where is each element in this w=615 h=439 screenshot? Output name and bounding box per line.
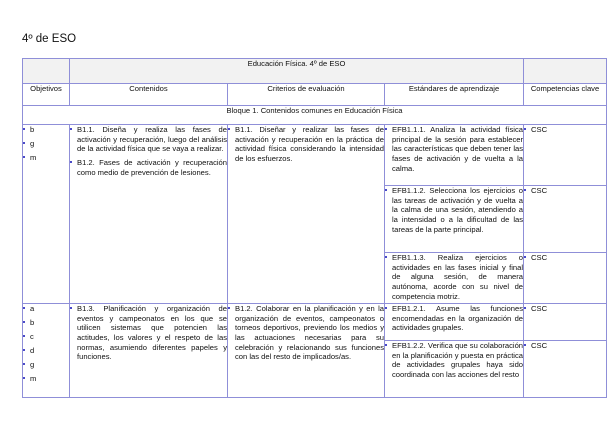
column-header-criterios: Criterios de evaluación: [228, 84, 385, 106]
estandar-item: EFB1.1.2. Selecciona los ejercicios o las tareas de activación y de vuelta a la calma de una sesión, atendiendo a la intensidad o a la dificultad de las tareas de la parte principal.: [385, 186, 523, 234]
table-row: [23, 125, 607, 186]
objetivo-item: b: [23, 125, 69, 135]
competencia-item: CSC: [524, 304, 606, 314]
objetivo-item: g: [23, 139, 69, 149]
estandar-cell: [385, 186, 524, 253]
objetivo-item: a: [23, 304, 69, 314]
contenido-item: B1.1. Diseña y realiza las fases de activación y recuperación, luego del análisis de la actividad física que se vaya a realizar.: [70, 125, 227, 154]
objetivos-cell: [23, 304, 70, 398]
estandar-item: EFB1.2.1. Asume las funciones encomendadas en la organización de actividades grupales.: [385, 304, 523, 333]
competencia-cell: [524, 341, 607, 398]
objetivos-cell: [23, 125, 70, 304]
estandar-cell: [385, 304, 524, 341]
competencia-item: CSC: [524, 186, 606, 196]
page-title: 4º de ESO: [22, 33, 77, 45]
criterio-item: B1.1. Diseñar y realizar las fases de activación y recuperación en la práctica de actividad física considerando la intensidad de los esfuerzos.: [228, 125, 384, 164]
objetivo-item: m: [23, 153, 69, 163]
competencia-cell: [524, 304, 607, 341]
column-header-estandares: Estándares de aprendizaje: [385, 84, 524, 106]
column-header-competencias: Competencias clave: [524, 84, 607, 106]
estandar-item: EFB1.2.2. Verifica que su colaboración en la planificación y puesta en práctica de actividades grupales haya sido coordinada con las acciones del resto: [385, 341, 523, 380]
competencia-item: CSC: [524, 341, 606, 351]
contenidos-cell: [70, 304, 228, 398]
estandar-item: EFB1.1.3. Realiza ejercicios o actividades en las fases inicial y final de alguna sesión, de manera autónoma, acorde con su nivel de competencia motriz.: [385, 253, 523, 301]
criterio-cell: [228, 304, 385, 398]
objetivo-item: d: [23, 346, 69, 356]
table-row: [23, 304, 607, 341]
column-header-contenidos: Contenidos: [70, 84, 228, 106]
column-header-row: [23, 84, 607, 106]
estandar-item: EFB1.1.1. Analiza la actividad física principal de la sesión para establecer las características que deben tener las fases de activación y de vuelta a la calma.: [385, 125, 523, 173]
estandar-cell: [385, 341, 524, 398]
header-blank-cell: [23, 59, 70, 84]
subject-title: Educación Física. 4º de ESO: [70, 59, 524, 84]
column-header-objetivos: Objetivos: [23, 84, 70, 106]
criterio-cell: [228, 125, 385, 304]
contenidos-cell: [70, 125, 228, 304]
competencia-cell: [524, 186, 607, 253]
competencia-item: CSC: [524, 125, 606, 135]
competencia-cell: [524, 253, 607, 304]
header-blank-cell: [524, 59, 607, 84]
estandar-cell: [385, 253, 524, 304]
objetivo-item: m: [23, 374, 69, 384]
estandar-cell: [385, 125, 524, 186]
objetivo-item: c: [23, 332, 69, 342]
block-header-row: [23, 106, 607, 125]
objetivo-item: b: [23, 318, 69, 328]
competencia-item: CSC: [524, 253, 606, 263]
competencia-cell: [524, 125, 607, 186]
contenido-item: B1.3. Planificación y organización de eventos y campeonatos en los que se utilicen sistemas que potencien las actitudes, los valores y el respeto de las normas, asumiendo diferentes papeles y funciones.: [70, 304, 227, 362]
subject-header-row: [23, 59, 607, 84]
block-title: Bloque 1. Contenidos comunes en Educación Física: [23, 106, 607, 125]
contenido-item: B1.2. Fases de activación y recuperación como medio de prevención de lesiones.: [70, 158, 227, 177]
objetivo-item: g: [23, 360, 69, 370]
criterio-item: B1.2. Colaborar en la planificación y en la organización de eventos, campeonatos o torneos deportivos, previendo los medios y las actuaciones necesarias para su celebración y relacionando sus funciones con las del resto de implicados/as.: [228, 304, 384, 362]
curriculum-table: [22, 58, 607, 398]
